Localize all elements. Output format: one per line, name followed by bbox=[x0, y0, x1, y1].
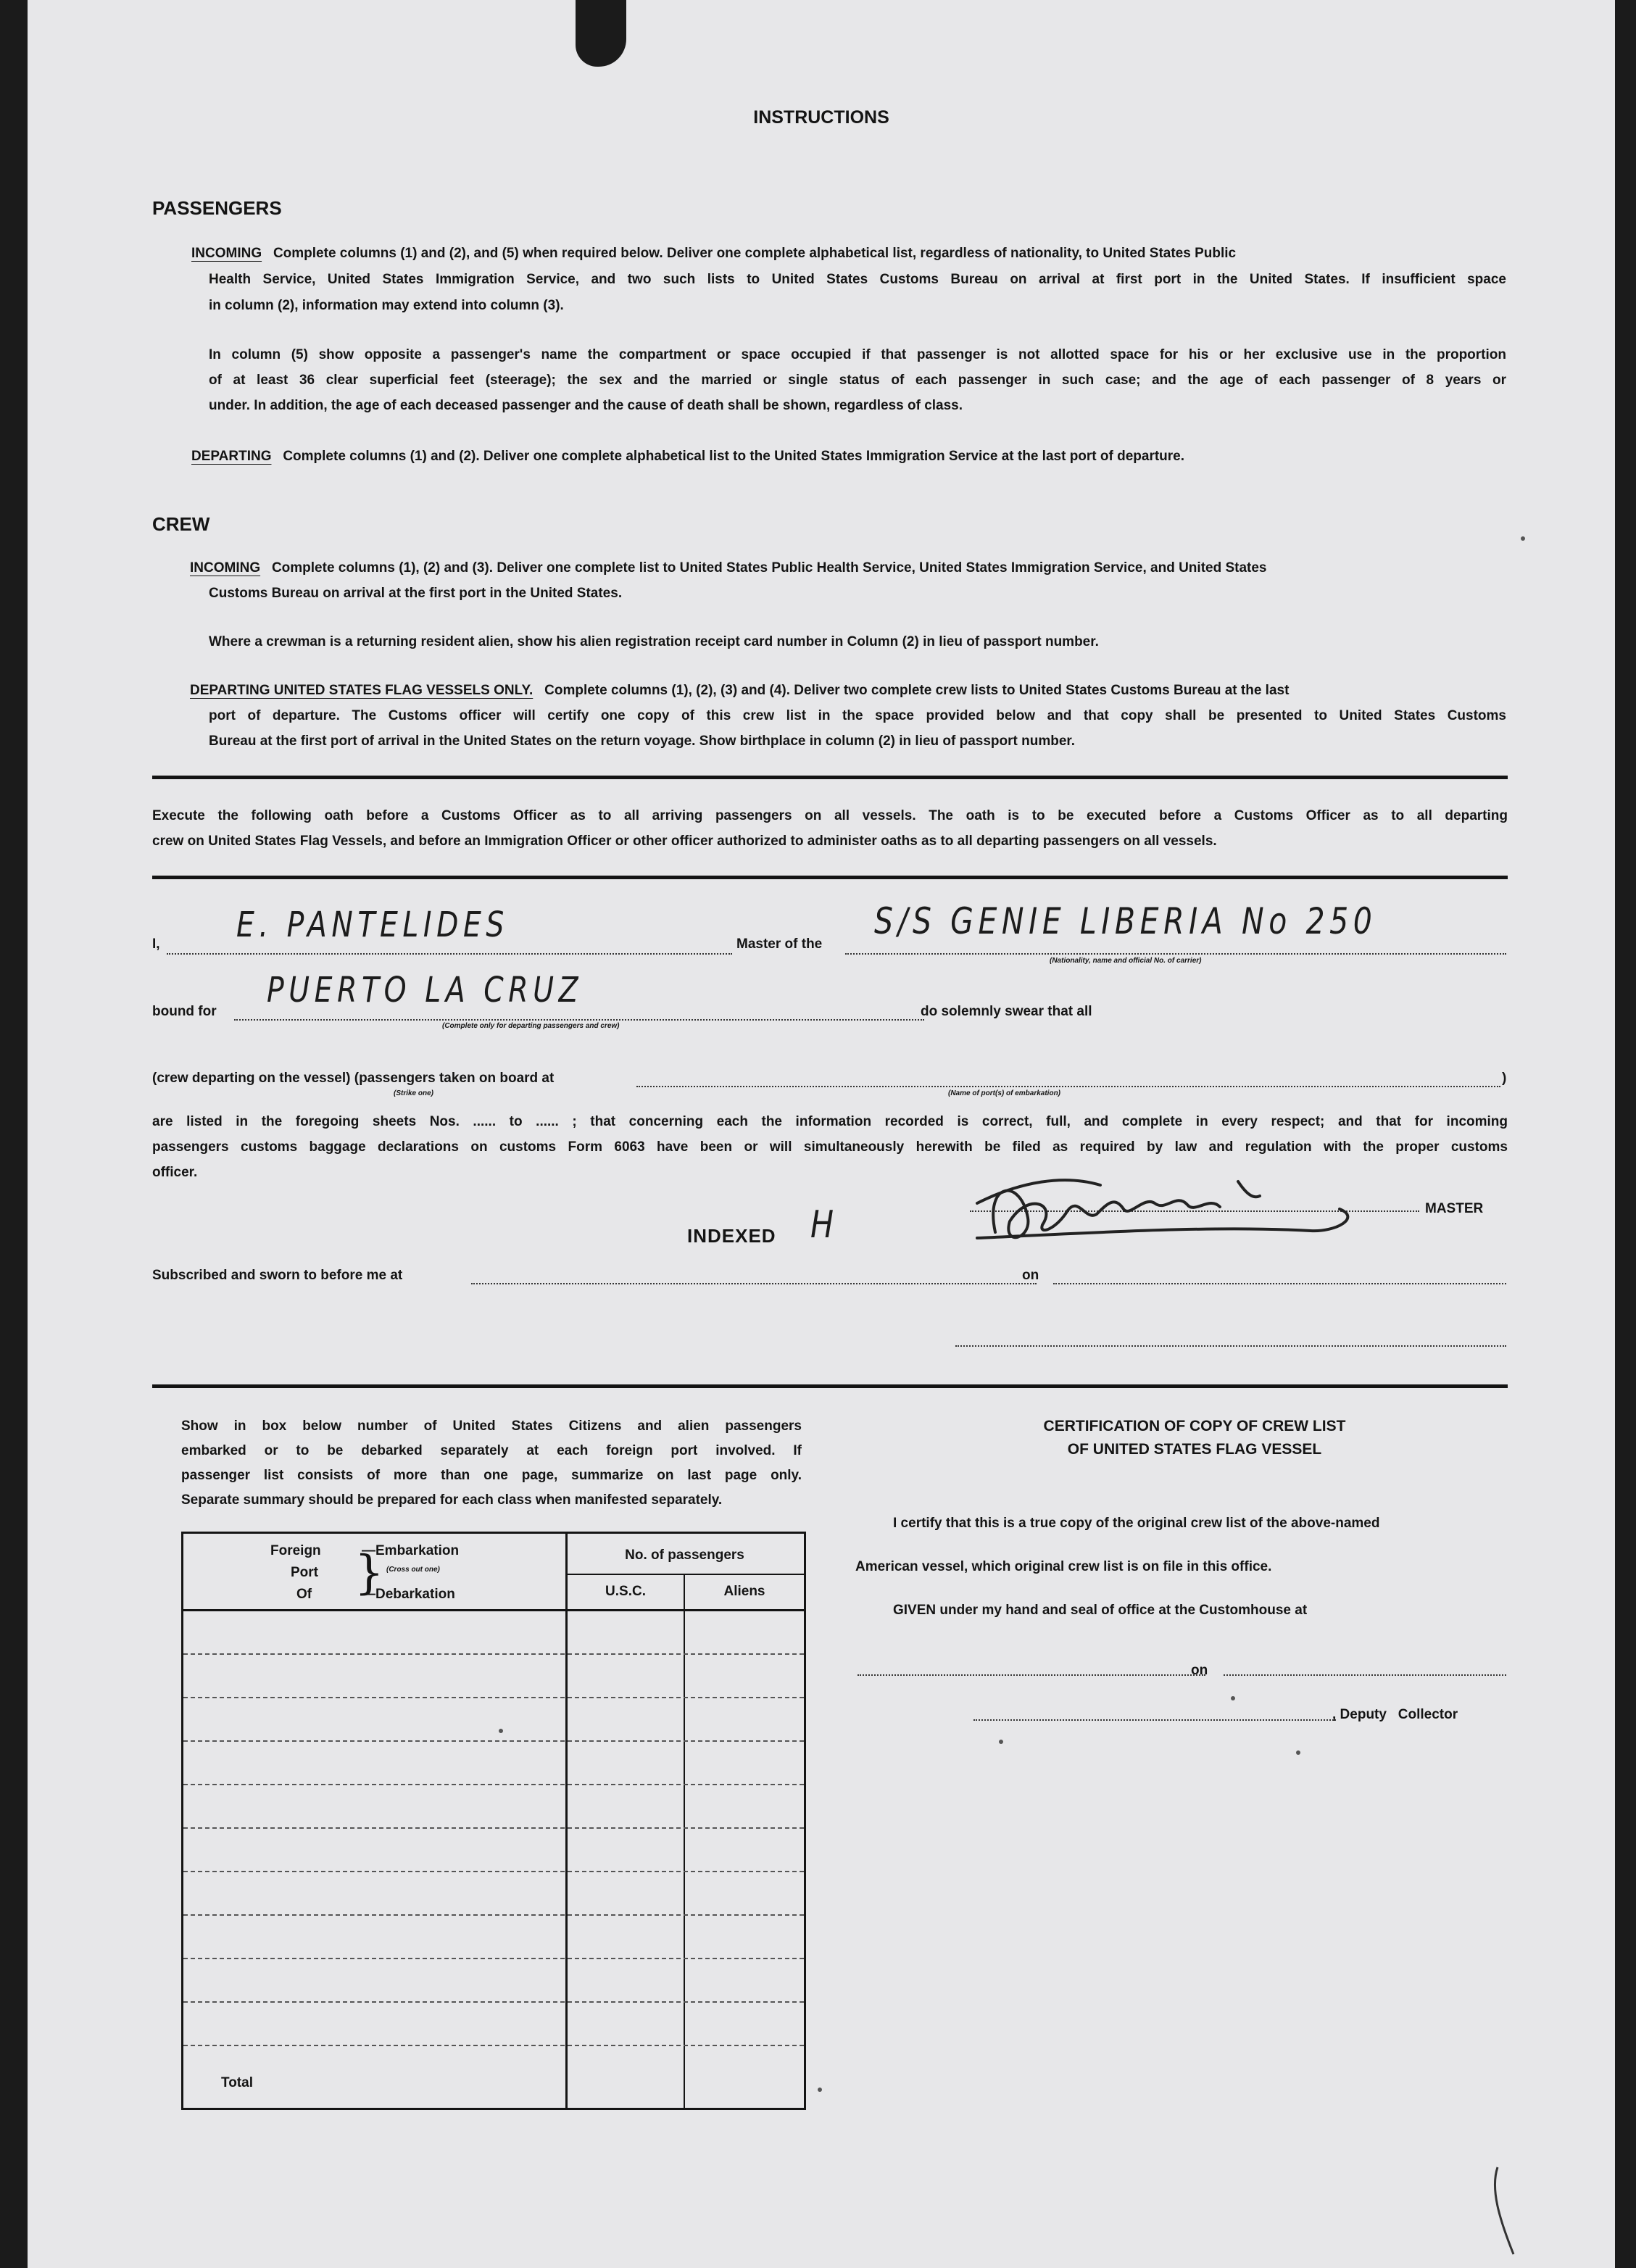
officer-signature-line bbox=[955, 1345, 1506, 1347]
passengers-count-header: No. of passengers bbox=[625, 1548, 744, 1563]
passengers-column5-line3: under. In addition, the age of each deceased passenger and the cause of death shall be shown, regardless of class. bbox=[209, 398, 963, 413]
crew-incoming-line1 bbox=[190, 555, 1267, 581]
master-label: MASTER bbox=[1425, 1201, 1484, 1216]
table-row[interactable] bbox=[183, 1653, 804, 1655]
passengers-departing-line bbox=[191, 444, 1184, 469]
page-edge-mark bbox=[1485, 2160, 1528, 2261]
certification-line1: I certify that this is a true copy of the original crew list of the above-named bbox=[893, 1516, 1380, 1531]
summary-instructions-line2: embarked or to be debarked separately at each foreign port involved. If bbox=[181, 1443, 802, 1458]
bound-for-line bbox=[234, 1019, 924, 1021]
crew-departing-text: (crew departing on the vessel) (passengers taken on board at bbox=[152, 1071, 555, 1086]
oath-intro-line1: Execute the following oath before a Customs Officer as to all arriving passengers on all vessels. The oath is to be executed before a Customs Officer as to all departing bbox=[152, 808, 1508, 823]
certification-line2: American vessel, which original crew list is on file in this office. bbox=[855, 1559, 1272, 1574]
passengers-incoming-text: Complete columns (1) and (2), and (5) when required below. Deliver one complete alphabetical list, regardless of nationality, to United States Public bbox=[273, 246, 1237, 261]
close-paren: ) bbox=[1502, 1071, 1507, 1086]
table-row[interactable] bbox=[183, 1871, 804, 1872]
subscribed-label: Subscribed and sworn to before me at bbox=[152, 1268, 403, 1283]
crew-departing-text: Complete columns (1), (2), (3) and (4). Deliver two complete crew lists to United States Customs Bureau at the last bbox=[544, 683, 1290, 698]
bound-for-field[interactable]: PUERTO LA CRUZ bbox=[267, 970, 584, 1010]
crew-incoming-label: INCOMING bbox=[190, 560, 261, 576]
table-row[interactable] bbox=[183, 1958, 804, 1959]
summary-instructions-line1: Show in box below number of United States Citizens and alien passengers bbox=[181, 1418, 802, 1434]
master-name-field[interactable]: E. PANTELIDES bbox=[236, 905, 509, 945]
passengers-column5-line2: of at least 36 clear superficial feet (steerage); the sex and the married or single status of each passenger in such case; and the age of each passenger of 8 years or bbox=[209, 373, 1506, 388]
certification-heading-line1: CERTIFICATION OF COPY OF CREW LIST bbox=[1043, 1418, 1346, 1434]
table-row[interactable] bbox=[183, 1784, 804, 1785]
indexed-handwritten-mark: H bbox=[810, 1203, 839, 1247]
listed-line2: passengers customs baggage declarations on customs Form 6063 have been or will simultaneously herewith be filed as required by law and regulation with the proper customs bbox=[152, 1139, 1508, 1155]
crew-heading: CREW bbox=[152, 513, 210, 535]
vessel-field[interactable]: S/S GENIE LIBERIA No 250 bbox=[874, 900, 1377, 942]
listed-line1: are listed in the foregoing sheets Nos. ...... to ...... ; that concerning each the information recorded is correct, full, and complete in every respect; and that for incoming bbox=[152, 1114, 1508, 1129]
page-title: INSTRUCTIONS bbox=[753, 107, 889, 128]
indexed-stamp: INDEXED bbox=[687, 1225, 776, 1247]
document-page bbox=[28, 0, 1615, 2268]
scan-speck bbox=[1231, 1696, 1235, 1700]
customhouse-place-line bbox=[858, 1674, 1205, 1676]
crew-departing-line3: Bureau at the first port of arrival in the United States on the return voyage. Show birthplace in column (2) in lieu of passport number. bbox=[209, 734, 1076, 749]
master-name-line bbox=[167, 953, 732, 955]
table-row[interactable] bbox=[183, 1697, 804, 1698]
table-row[interactable] bbox=[183, 1827, 804, 1829]
brace-icon: } bbox=[354, 1546, 384, 1600]
col-of: Of bbox=[296, 1587, 312, 1602]
oath-i-label: I, bbox=[152, 936, 160, 952]
section-divider bbox=[152, 776, 1508, 779]
section-divider bbox=[152, 1384, 1508, 1388]
subscribed-on-label: on bbox=[1022, 1268, 1039, 1283]
bound-for-label: bound for bbox=[152, 1004, 217, 1019]
summary-instructions-line3: passenger list consists of more than one page, summarize on last page only. bbox=[181, 1468, 802, 1483]
subscribed-date-line bbox=[1053, 1283, 1506, 1284]
oath-intro-line2: crew on United States Flag Vessels, and before an Immigration Officer or other officer authorized to administer oaths as to all departing passengers on all vessels. bbox=[152, 834, 1217, 849]
crew-returning-text: Where a crewman is a returning resident alien, show his alien registration receipt card number in Column (2) in lieu of passport number. bbox=[209, 634, 1099, 649]
crew-incoming-text: Complete columns (1), (2) and (3). Deliver one complete list to United States Public Health Service, United States Immigration Service, and United States bbox=[271, 560, 1267, 576]
vessel-caption: (Nationality, name and official No. of carrier) bbox=[1050, 957, 1202, 965]
table-row[interactable] bbox=[183, 1740, 804, 1742]
certification-date-line bbox=[1224, 1674, 1506, 1676]
passengers-departing-text: Complete columns (1) and (2). Deliver one complete alphabetical list to the United States Immigration Service at the last port of departure. bbox=[283, 449, 1185, 464]
scan-speck bbox=[999, 1740, 1003, 1744]
passengers-incoming-line3: in column (2), information may extend into column (3). bbox=[209, 298, 564, 313]
table-row[interactable] bbox=[183, 2045, 804, 2046]
deputy-collector-label: , Deputy Collector bbox=[1332, 1707, 1458, 1722]
listed-line3: officer. bbox=[152, 1165, 198, 1180]
deputy-signature-line bbox=[973, 1719, 1336, 1721]
torn-notch bbox=[576, 0, 626, 67]
cross-out-caption: (Cross out one) bbox=[386, 1566, 440, 1574]
passengers-departing-label: DEPARTING bbox=[191, 449, 272, 464]
embarkation-label: —Embarkation bbox=[362, 1543, 460, 1558]
aliens-header: Aliens bbox=[723, 1584, 765, 1599]
usc-header: U.S.C. bbox=[605, 1584, 646, 1599]
col-port: Port bbox=[291, 1565, 318, 1580]
certification-on-label: on bbox=[1191, 1663, 1208, 1678]
total-label: Total bbox=[221, 2075, 253, 2090]
crew-departing-label: DEPARTING UNITED STATES FLAG VESSELS ONLY. bbox=[190, 683, 533, 698]
certification-heading-line2: OF UNITED STATES FLAG VESSEL bbox=[1067, 1441, 1322, 1458]
scan-speck bbox=[1521, 536, 1525, 541]
vessel-line bbox=[845, 953, 1506, 955]
passengers-incoming-line1 bbox=[191, 241, 1236, 266]
bound-for-caption: (Complete only for departing passengers and crew) bbox=[442, 1022, 620, 1030]
crew-incoming-line2: Customs Bureau on arrival at the first port in the United States. bbox=[209, 586, 623, 601]
passengers-incoming-line2: Health Service, United States Immigration Service, and two such lists to United States Customs Bureau on arrival at first port in the United States. If insufficient space bbox=[209, 272, 1506, 287]
debarkation-label: —Debarkation bbox=[362, 1587, 455, 1602]
swear-text: do solemnly swear that all bbox=[921, 1004, 1092, 1019]
embarkation-caption: (Name of port(s) of embarkation) bbox=[948, 1089, 1061, 1097]
certification-line3: GIVEN under my hand and seal of office at the Customhouse at bbox=[893, 1603, 1308, 1618]
strike-one-caption: (Strike one) bbox=[394, 1089, 434, 1097]
table-row[interactable] bbox=[183, 2001, 804, 2003]
section-divider bbox=[152, 876, 1508, 879]
master-signature bbox=[934, 1152, 1383, 1261]
table-row[interactable] bbox=[183, 1914, 804, 1916]
summary-instructions-line4: Separate summary should be prepared for each class when manifested separately. bbox=[181, 1492, 723, 1508]
crew-departing-line1 bbox=[190, 678, 1289, 703]
scan-speck bbox=[818, 2088, 822, 2092]
col-foreign: Foreign bbox=[270, 1543, 321, 1558]
passengers-heading: PASSENGERS bbox=[152, 197, 282, 219]
table-header-rule bbox=[183, 1609, 804, 1611]
passengers-column5-line1: In column (5) show opposite a passenger's name the compartment or space occupied if that passenger is not allotted space for his or her exclusive use in the proportion bbox=[209, 347, 1506, 362]
table-column-divider bbox=[565, 1534, 568, 2108]
passenger-summary-table bbox=[181, 1532, 806, 2110]
passengers-incoming-label: INCOMING bbox=[191, 246, 262, 261]
master-of-label: Master of the bbox=[736, 936, 823, 952]
embarkation-port-line bbox=[636, 1086, 1500, 1087]
subscribed-place-line bbox=[471, 1283, 1037, 1284]
crew-departing-line2: port of departure. The Customs officer will certify one copy of this crew list in the space provided below and that copy shall be presented to United States Customs bbox=[209, 708, 1506, 723]
scan-speck bbox=[1296, 1750, 1300, 1755]
